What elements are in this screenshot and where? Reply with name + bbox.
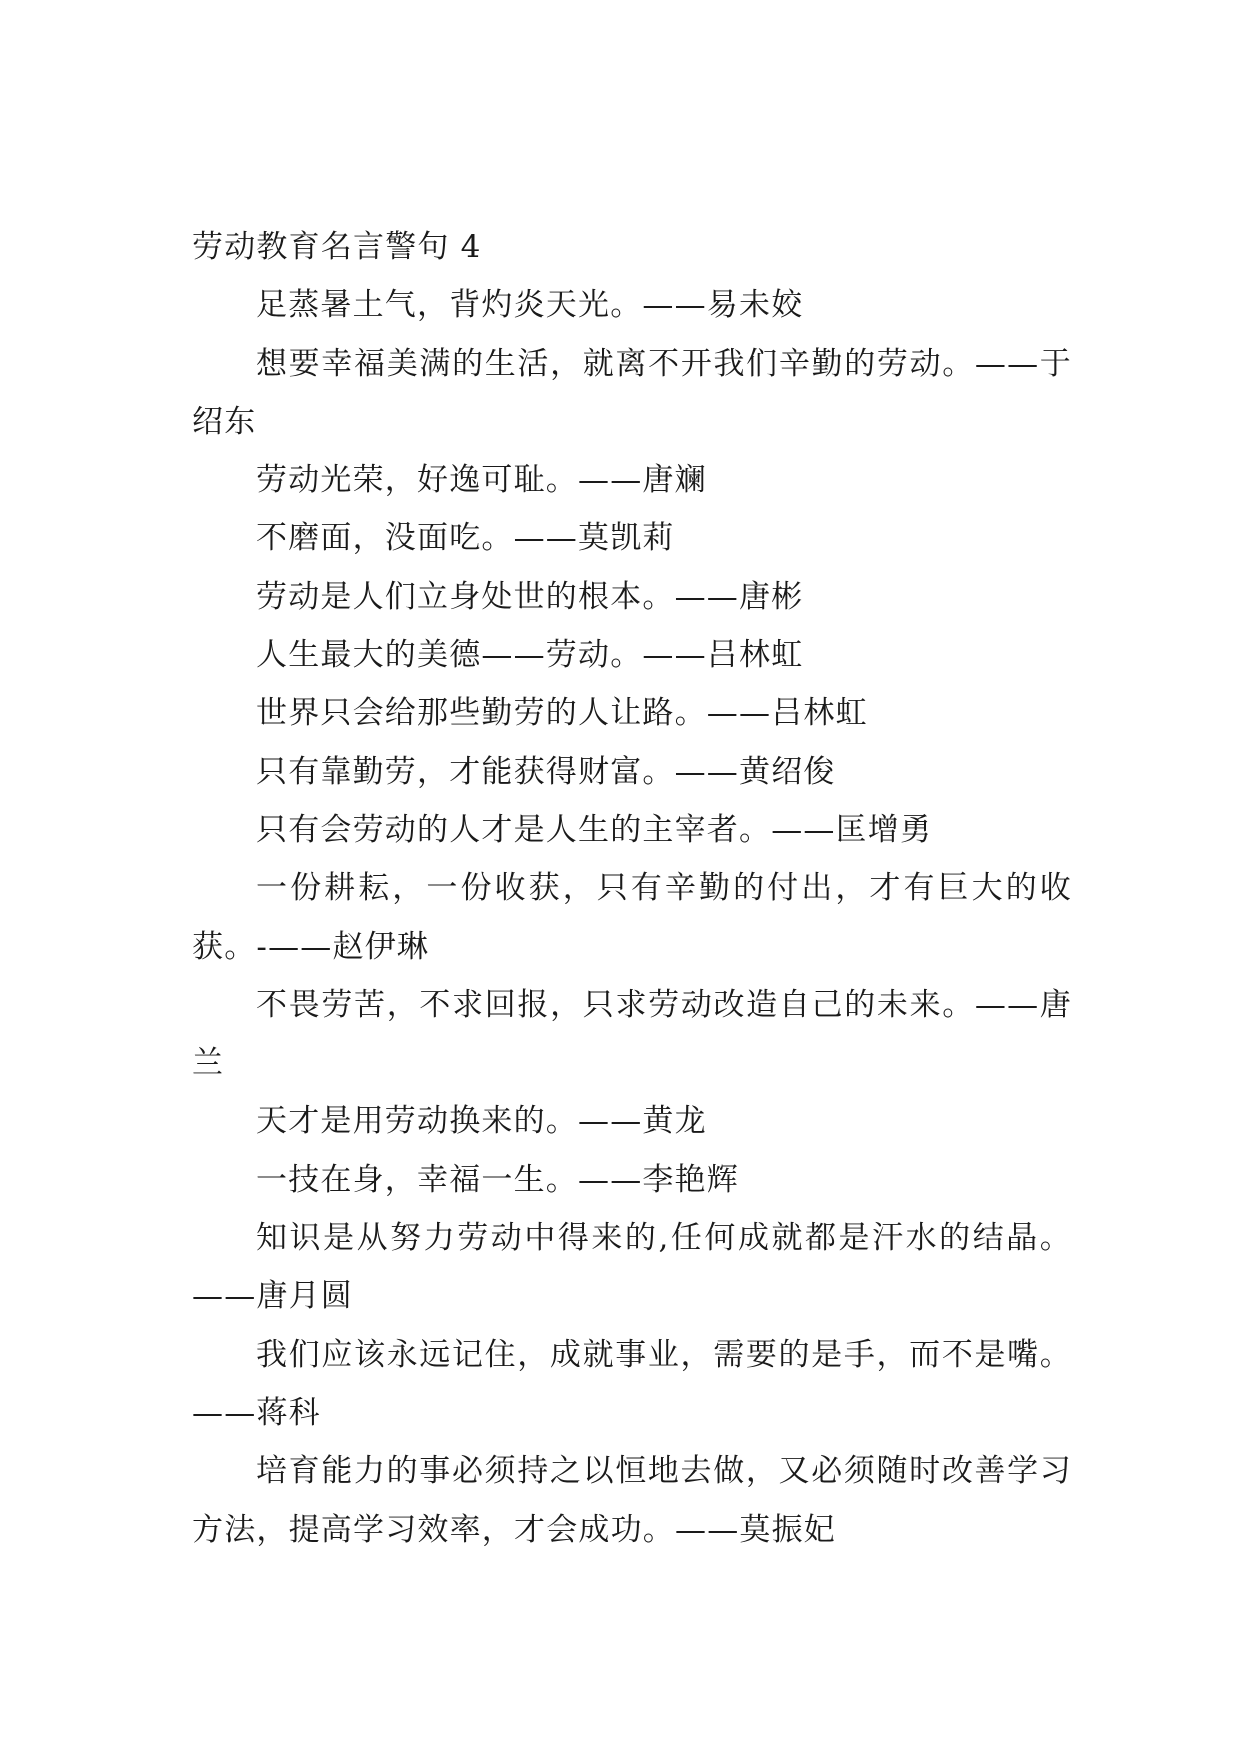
quote-paragraph: 只有靠勤劳，才能获得财富。——黄绍俊 [256,753,836,790]
quote-paragraph: 劳动是人们立身处世的根本。——唐彬 [256,578,804,615]
quote-paragraph: 天才是用劳动换来的。——黄龙 [256,1103,707,1140]
quote-paragraph: 只有会劳动的人才是人生的主宰者。——匡增勇 [256,811,933,848]
document-title: 劳动教育名言警句 4 [192,229,482,265]
document-body [192,218,1072,1559]
quote-paragraph: 不畏劳苦，不求回报，只求劳动改造自己的未来。——唐兰 [192,986,1072,1082]
quote-paragraph: 一技在身，幸福一生。——李艳辉 [256,1161,739,1198]
quote-paragraph: 想要幸福美满的生活，就离不开我们辛勤的劳动。——于绍东 [192,345,1072,440]
quote-paragraph: 世界只会给那些勤劳的人让路。——吕林虹 [256,695,868,732]
quote-paragraph: 足蒸暑土气，背灼炎天光。——易未姣 [256,287,804,324]
quote-paragraph: 知识是从努力劳动中得来的,任何成就都是汗水的结晶。——唐月圆 [192,1220,1072,1315]
quote-paragraph: 培育能力的事必须持之以恒地去做，又必须随时改善学习方法，提高学习效率，才会成功。——莫振妃 [192,1453,1072,1548]
quote-paragraph: 劳动光荣，好逸可耻。——唐斓 [256,462,707,499]
quote-paragraph: 人生最大的美德——劳动。——吕林虹 [256,637,804,674]
quote-paragraph: 我们应该永远记住，成就事业，需要的是手，而不是嘴。——蒋科 [192,1336,1072,1431]
quote-paragraph: 一份耕耘，一份收获，只有辛勤的付出，才有巨大的收获。-——赵伊琳 [192,870,1072,965]
quote-paragraph: 不磨面，没面吃。——莫凯莉 [256,520,675,557]
